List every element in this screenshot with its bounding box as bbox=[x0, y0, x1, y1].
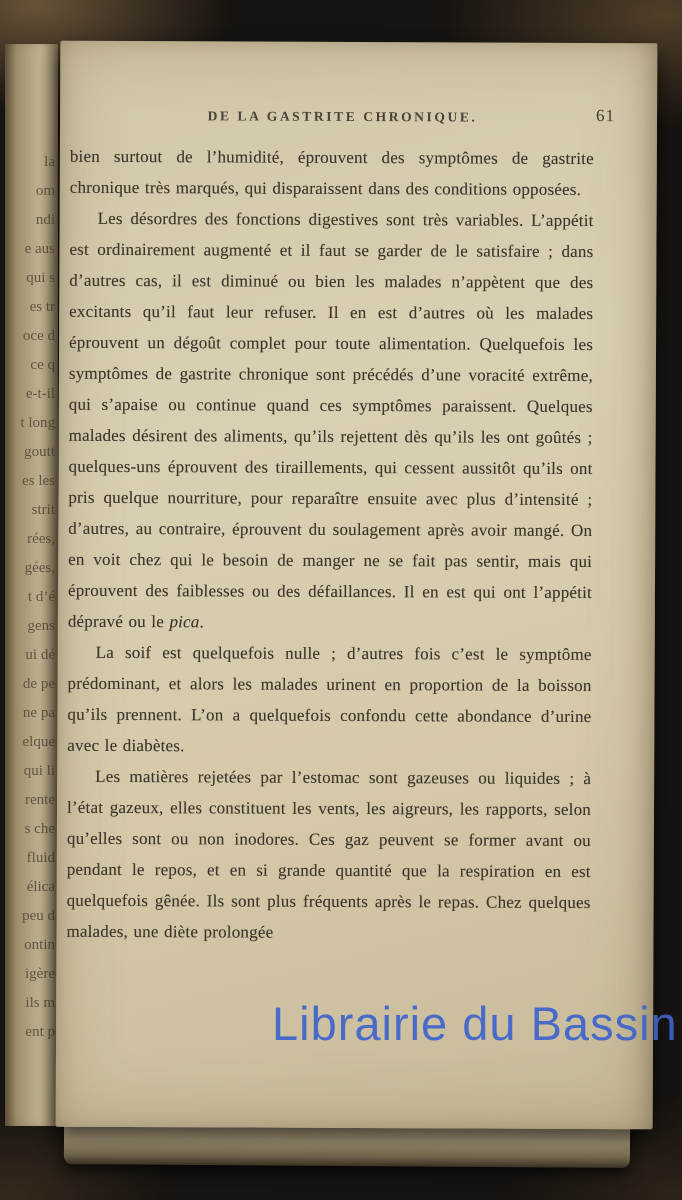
spine-text-fragment: gens bbox=[27, 618, 55, 634]
italic-term: pica bbox=[169, 612, 200, 632]
spine-text-fragment: es tr bbox=[29, 299, 55, 315]
spine-text-fragment: fluid bbox=[26, 850, 55, 866]
paragraph bbox=[67, 637, 592, 763]
paragraph-text: . bbox=[199, 612, 205, 632]
spine-text-fragment: ui dé bbox=[25, 647, 55, 663]
bookseller-watermark: Librairie du Bassin bbox=[272, 997, 678, 1050]
facing-page-edge bbox=[5, 44, 58, 1126]
spine-text-fragment: ndi bbox=[35, 212, 55, 228]
paragraph bbox=[66, 761, 591, 949]
spine-text-fragment: strit bbox=[31, 502, 55, 518]
spine-text-fragment: de pe bbox=[22, 676, 55, 692]
spine-text-fragment: ce q bbox=[30, 357, 55, 373]
page-text bbox=[66, 141, 594, 949]
paragraph bbox=[70, 141, 594, 205]
paragraph-text: La soif est quelquefois nulle ; d’autres fois c’est le symptôme prédominant, et alors les malades urinent en proportion de la boisson qu’ils prennent. L’on a quelquefois confondu cette abondance d’urine avec le diabètes. bbox=[67, 642, 592, 756]
spine-text-fragment: goutt bbox=[24, 444, 55, 460]
spine-text-fragment: qui li bbox=[23, 763, 55, 779]
spine-text-fragment: elque bbox=[22, 734, 55, 750]
spine-text-fragment: la bbox=[44, 154, 55, 170]
spine-text-fragment: gées, bbox=[24, 560, 55, 576]
spine-text-fragment: t long bbox=[20, 415, 55, 431]
page-header bbox=[70, 107, 615, 127]
spine-text-fragment: t d’é bbox=[27, 589, 55, 605]
paragraph-text: Les matières rejetées par l’estomac sont gazeuses ou liquides ; à l’état gazeux, elles constituent les vents, les aigreurs, les rapports, selon qu’elles sont ou non inodores. Ces gaz peuvent se former avant ou pendant le repos, et en si grande quantité que la respiration en est quelquefois gênée. Ils sont plus fréquents après le repas. Chez quelques malades, une diète prolongée bbox=[66, 766, 592, 942]
spine-text-fragment: om bbox=[35, 183, 55, 199]
spine-text-fragments bbox=[5, 148, 55, 1047]
paragraph-text: Les désordres des fonctions digestives sont très variables. L’appétit est ordinairement augmenté et il faut se garder de le satisfaire ; dans d’autres cas, il est diminué ou bien les malades n’appètent que des excitants qu’il faut leur refuser. Il en est d’autres où les malades éprouvent un dégoût complet pour toute alimentation. Quelquefois les symptômes de gastrite chronique sont précédés d’une voracité extrême, qui s’apaise ou continue quand ces symptômes paraissent. Quelques malades désirent des aliments, qu’ils rejettent dès qu’ils les ont goûtés ; quelques-uns éprouvent des tiraillements, qui cessent aussitôt qu’ils ont pris quelque nourriture, pour reparaître ensuite avec plus d’intensité ; d’autres, au contraire, éprouvent du soulagement après avoir mangé. On en voit chez qui le besoin de manger ne se fait pas sentir, mais qui éprouvent des faiblesses ou des défaillances. Il en est qui ont l’appétit dépravé ou le bbox=[67, 208, 594, 632]
spine-text-fragment: ontin bbox=[24, 937, 55, 953]
paragraph-text: bien surtout de l’humidité, éprouvent des symptômes de gastrite chronique très marqués, qui disparaissent dans des conditions opposées. bbox=[69, 146, 594, 199]
spine-text-fragment: rente bbox=[25, 792, 55, 808]
book-page bbox=[56, 41, 658, 1130]
spine-text-fragment: e-t-il bbox=[25, 386, 55, 402]
spine-text-fragment: e aus bbox=[24, 241, 55, 257]
spine-text-fragment: qui s bbox=[26, 270, 55, 286]
paragraph bbox=[68, 203, 594, 639]
spine-text-fragment: igère bbox=[25, 966, 55, 982]
spine-text-fragment: es les bbox=[22, 473, 55, 489]
running-header: DE LA GASTRITE CHRONIQUE. bbox=[207, 108, 478, 125]
spine-text-fragment: peu d bbox=[22, 908, 55, 924]
spine-text-fragment: ils m bbox=[25, 995, 55, 1011]
page-number: 61 bbox=[596, 106, 616, 126]
spine-text-fragment: rées, bbox=[27, 531, 55, 547]
spine-text-fragment: ne pa bbox=[22, 705, 55, 721]
spine-text-fragment: élica bbox=[26, 879, 55, 895]
spine-text-fragment: ent p bbox=[25, 1024, 55, 1040]
spine-text-fragment: s che bbox=[24, 821, 55, 837]
spine-text-fragment: oce d bbox=[22, 328, 55, 344]
